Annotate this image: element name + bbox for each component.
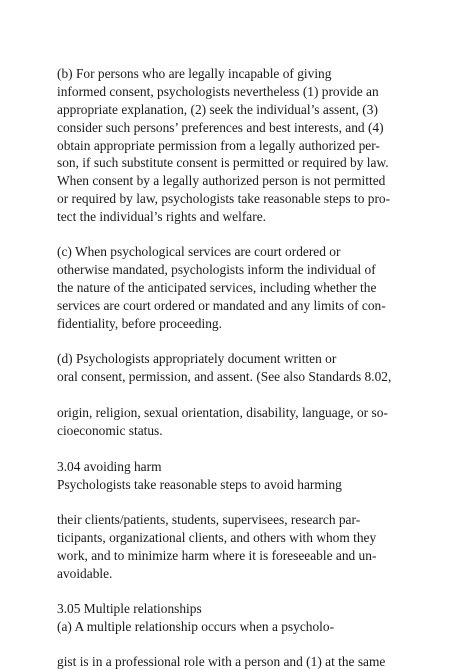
text-line: or required by law, psychologists take reasonable steps to pro- <box>57 191 391 206</box>
text-line: fidentiality, before proceeding. <box>57 316 222 331</box>
text-line: When consent by a legally authorized person is not permitted <box>57 173 386 188</box>
text-line: appropriate explanation, (2) seek the individual’s assent, (3) <box>57 102 378 117</box>
text-line: informed consent, psychologists nevertheless (1) provide an <box>57 84 379 99</box>
text-line: services are court ordered or mandated and any limits of con- <box>57 298 386 313</box>
section-heading: 3.04 avoiding harm <box>57 459 162 474</box>
text-line: gist is in a professional role with a person and (1) at the same <box>57 654 386 669</box>
text-line: obtain appropriate permission from a legally authorized per- <box>57 138 380 153</box>
text-line: (c) When psychological services are court ordered or <box>57 244 341 259</box>
text-line: their clients/patients, students, supervisees, research par- <box>57 512 361 527</box>
text-line: (d) Psychologists appropriately document written or <box>57 351 337 366</box>
text-line: work, and to minimize harm where it is foreseeable and un- <box>57 548 377 563</box>
text-line: tect the individual’s rights and welfare. <box>57 209 266 224</box>
text-line: (b) For persons who are legally incapable of giving <box>57 66 332 81</box>
text-line: the nature of the anticipated services, including whether the <box>57 280 377 295</box>
text-line: otherwise mandated, psychologists inform the individual of <box>57 262 376 277</box>
text-line: origin, religion, sexual orientation, disability, language, or so- <box>57 405 388 420</box>
text-line: ticipants, organizational clients, and others with whom they <box>57 530 377 545</box>
text-line: consider such persons’ preferences and best interests, and (4) <box>57 120 384 135</box>
text-line: avoidable. <box>57 566 113 581</box>
text-line: oral consent, permission, and assent. (See also Standards 8.02, <box>57 369 392 384</box>
section-heading: 3.05 Multiple relationships <box>57 601 202 616</box>
text-line: Psychologists take reasonable steps to avoid harming <box>57 477 342 492</box>
text-line: (a) A multiple relationship occurs when a psycholo- <box>57 619 335 634</box>
text-line: son, if such substitute consent is permitted or required by law. <box>57 155 389 170</box>
text-line: cioeconomic status. <box>57 423 163 438</box>
